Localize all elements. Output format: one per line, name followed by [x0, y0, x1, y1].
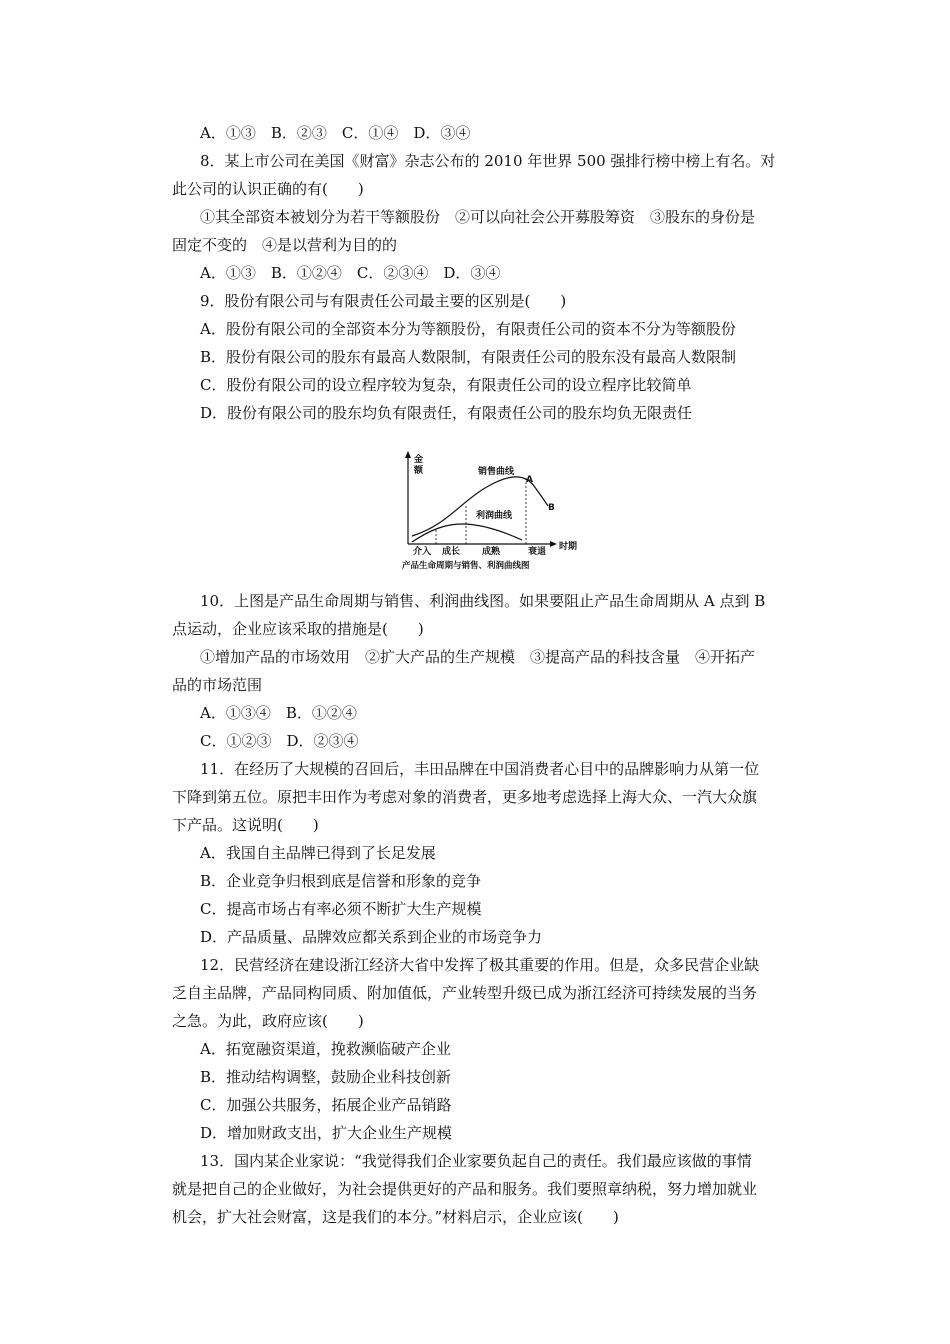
- y-axis-label-top: 金: [414, 455, 424, 465]
- q11-stem: 11．在经历了大规模的召回后，丰田品牌在中国消费者心目中的品牌影响力从第一位: [200, 760, 760, 778]
- sales-curve-label: 销售曲线: [478, 467, 515, 477]
- y-axis-label-bottom: 额: [414, 466, 424, 476]
- stage-label: 成熟: [482, 547, 501, 557]
- q13-stem-cont: 机会，扩大社会财富，这是我们的本分。”材料启示，企业应该( ): [172, 1208, 619, 1226]
- point-a-label: A: [526, 475, 533, 485]
- sales-curve: [412, 477, 548, 536]
- q9-option-b: B．股份有限公司的股东有最高人数限制，有限责任公司的股东没有最高人数限制: [200, 348, 737, 366]
- q11-stem-cont: 下产品。这说明( ): [172, 816, 319, 834]
- q8-stem: 8．某上市公司在美国《财富》杂志公布的 2010 年世界 500 强排行榜中榜上有名。对: [200, 152, 776, 170]
- q10-stem: 10．上图是产品生命周期与销售、利润曲线图。如果要阻止产品生命周期从 A 点到 B: [200, 592, 766, 610]
- q12-option-c: C．加强公共服务，拓展企业产品销路: [200, 1096, 452, 1114]
- stage-label: 衰退: [528, 547, 547, 557]
- q8-options: A．①③ B．①②④ C．②③④ D．③④: [200, 264, 501, 282]
- q13-stem-cont: 就是把自己的企业做好，为社会提供更好的产品和服务。我们要照章纳税，努力增加就业: [172, 1180, 758, 1198]
- q10-options-row1: A．①③④ B．①②④: [200, 704, 357, 722]
- q11-option-c: C．提高市场占有率必须不断扩大生产规模: [200, 900, 482, 918]
- q12-option-a: A．拓宽融资渠道，挽救濒临破产企业: [200, 1040, 451, 1058]
- figure-caption: 产品生命周期与销售、利润曲线图: [402, 561, 530, 571]
- product-lifecycle-figure: [400, 448, 590, 573]
- q12-stem: 12．民营经济在建设浙江经济大省中发挥了极其重要的作用。但是，众多民营企业缺: [200, 956, 760, 974]
- stage-label: 介入: [413, 547, 432, 557]
- q8-items-cont: 固定不变的 ④是以营利为目的的: [172, 236, 398, 254]
- q10-stem-cont: 点运动，企业应该采取的措施是( ): [172, 620, 424, 638]
- q10-items: ①增加产品的市场效用 ②扩大产品的生产规模 ③提高产品的科技含量 ④开拓产: [200, 648, 756, 666]
- q9-option-a: A．股份有限公司的全部资本分为等额股份，有限责任公司的资本不分为等额股份: [200, 320, 736, 338]
- q13-stem: 13．国内某企业家说：“我觉得我们企业家要负起自己的责任。我们最应该做的事情: [200, 1152, 752, 1170]
- q11-option-a: A．我国自主品牌已得到了长足发展: [200, 844, 436, 862]
- q9-stem: 9．股份有限公司与有限责任公司最主要的区别是( ): [200, 292, 567, 310]
- profit-curve: [412, 524, 522, 542]
- q9-option-c: C．股份有限公司的设立程序较为复杂，有限责任公司的设立程序比较简单: [200, 376, 692, 394]
- q10-options-row2: C．①②③ D．②③④: [200, 732, 359, 750]
- x-axis-arrow-icon: [550, 541, 557, 547]
- q12-option-b: B．推动结构调整，鼓励企业科技创新: [200, 1068, 452, 1086]
- q12-option-d: D．增加财政支出，扩大企业生产规模: [200, 1124, 453, 1142]
- q12-stem-cont: 乏自主品牌，产品同构同质、附加值低，产业转型升级已成为浙江经济可持续发展的当务: [172, 984, 758, 1002]
- q11-stem-cont: 下降到第五位。原把丰田作为考虑对象的消费者，更多地考虑选择上海大众、一汽大众旗: [172, 788, 758, 806]
- stage-label: 成长: [442, 547, 461, 557]
- q11-option-b: B．企业竞争归根到底是信誉和形象的竞争: [200, 872, 482, 890]
- profit-curve-label: 利润曲线: [476, 511, 513, 521]
- q8-stem-cont: 此公司的认识正确的有( ): [172, 180, 364, 198]
- q8-items: ①其全部资本被划分为若干等额股份 ②可以向社会公开募股筹资 ③股东的身份是: [200, 208, 756, 226]
- q10-items-cont: 品的市场范围: [172, 676, 263, 694]
- q12-stem-cont: 之急。为此，政府应该( ): [172, 1012, 364, 1030]
- point-b-label: B: [548, 503, 555, 513]
- y-axis-arrow-icon: [405, 451, 411, 458]
- q9-option-d: D．股份有限公司的股东均负有限责任，有限责任公司的股东均负无限责任: [200, 404, 693, 422]
- x-axis-label: 时期: [559, 542, 578, 552]
- q7-options: A．①③ B．②③ C．①④ D．③④: [200, 124, 471, 142]
- q11-option-d: D．产品质量、品牌效应都关系到企业的市场竞争力: [200, 928, 543, 946]
